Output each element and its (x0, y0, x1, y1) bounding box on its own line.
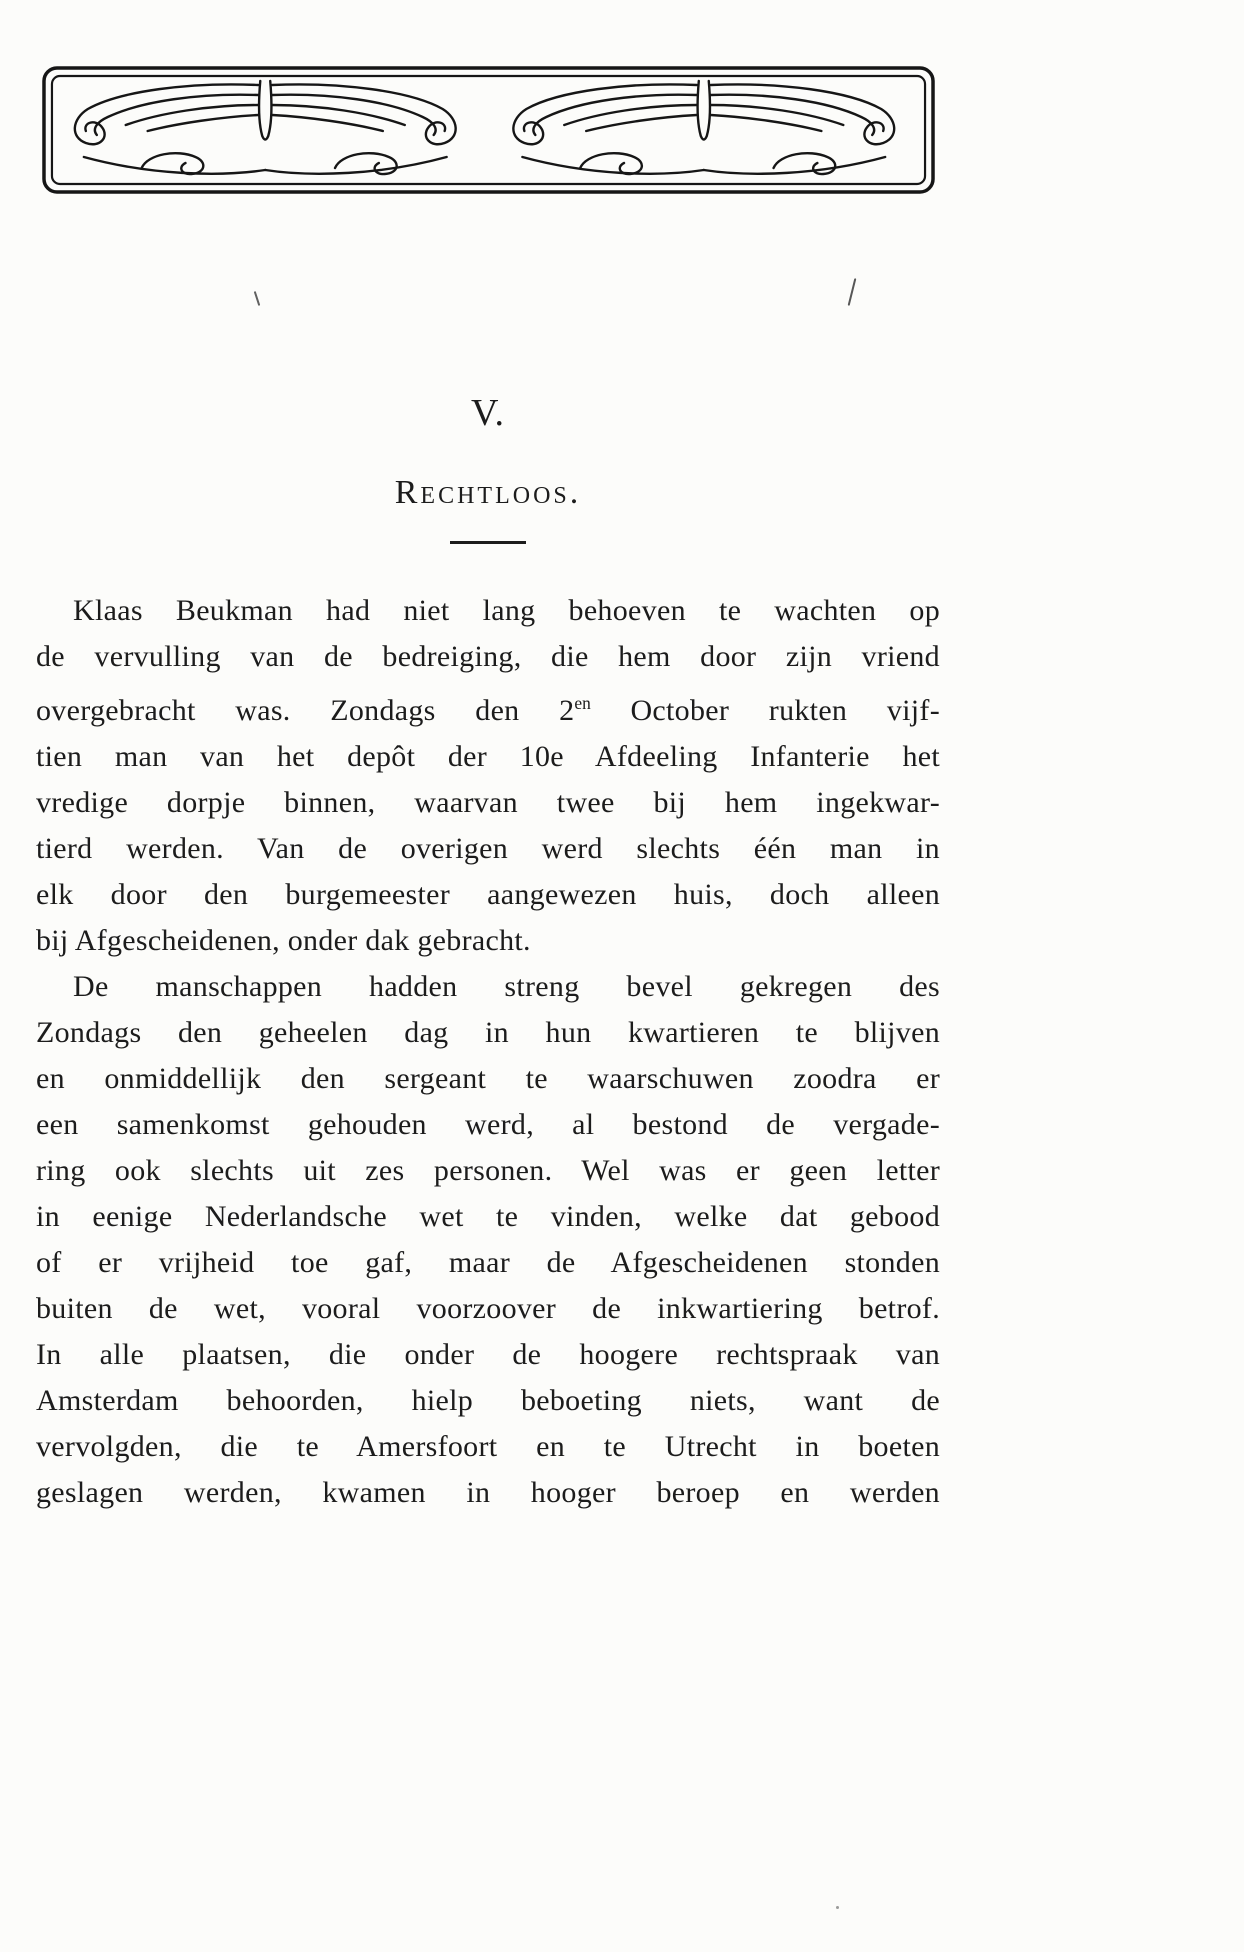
text-line: In alle plaatsen, die onder de hoogere rechtspraak van (36, 1338, 940, 1371)
text-line: De manschappen hadden streng bevel gekregen des (73, 970, 940, 1003)
text-line: vredige dorpje binnen, waarvan twee bij hem ingekwar- (36, 786, 940, 819)
body-text (36, 588, 940, 1516)
text-line: tierd werden. Van de overigen werd slechts één man in (36, 832, 940, 865)
text-line: geslagen werden, kwamen in hooger beroep en werden (36, 1476, 940, 1509)
text-line: of er vrijheid toe gaf, maar de Afgescheidenen stonden (36, 1246, 940, 1279)
chapter-title: Rechtloos. (394, 474, 582, 511)
text-line: Amsterdam behoorden, hielp beboeting niets, want de (36, 1384, 940, 1417)
chapter-content (36, 0, 940, 1952)
text-line: een samenkomst gehouden werd, al bestond de vergade- (36, 1108, 940, 1141)
chapter-number: V. (470, 392, 506, 434)
text-line: Zondags den geheelen dag in hun kwartieren te blijven (36, 1016, 940, 1049)
text-line: ring ook slechts uit zes personen. Wel was er geen letter (36, 1154, 940, 1187)
text-line: en onmiddellijk den sergeant te waarschuwen zoodra er (36, 1062, 940, 1095)
text-line: buiten de wet, vooral voorzoover de inkwartiering betrof. (36, 1292, 940, 1325)
text-line: bij Afgescheidenen, onder dak gebracht. (36, 924, 531, 957)
text-line: de vervulling van de bedreiging, die hem door zijn vriend (36, 640, 940, 673)
paragraph-2 (36, 964, 940, 1516)
text-line: elk door den burgemeester aangewezen huis, doch alleen (36, 878, 940, 911)
text-line: vervolgden, die te Amersfoort en te Utrecht in boeten (36, 1430, 940, 1463)
text-line: tien man van het depôt der 10e Afdeeling Infanterie het (36, 740, 940, 773)
text-line: in eenige Nederlandsche wet te vinden, welke dat gebood (36, 1200, 940, 1233)
title-divider-rule (450, 541, 526, 544)
paragraph-1 (36, 588, 940, 964)
text-line: Klaas Beukman had niet lang behoeven te wachten op (73, 594, 940, 627)
superscript-text: en (574, 693, 591, 713)
text-line: overgebracht was. Zondags den $2^{en}$ October rukten vijf- (36, 693, 940, 727)
